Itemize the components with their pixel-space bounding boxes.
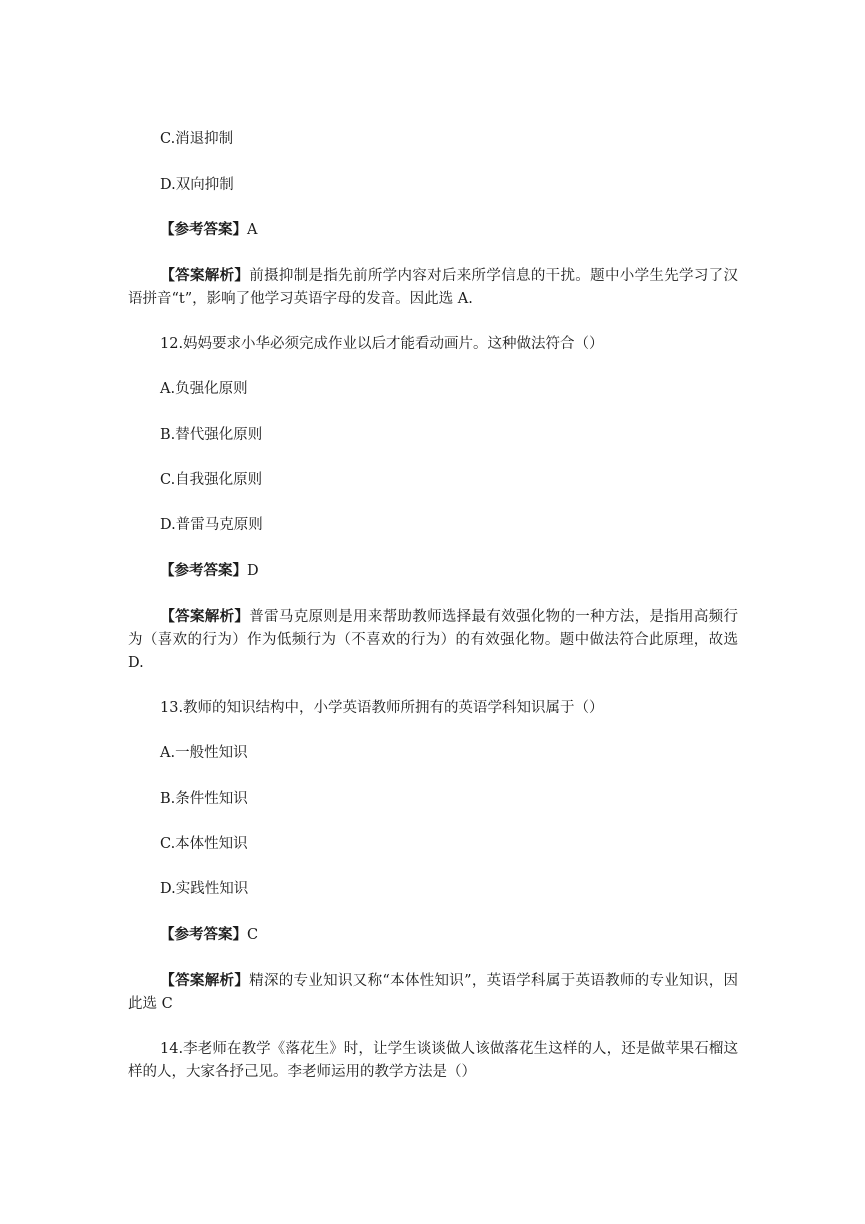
answer-analysis-label: 【答案解析】	[160, 267, 250, 284]
answer-analysis-q11	[128, 264, 738, 311]
reference-answer-label: 【参考答案】	[160, 562, 247, 579]
reference-answer-q11	[160, 219, 770, 241]
reference-answer-value: C	[247, 927, 259, 943]
option-d-q11: D.双向抑制	[160, 177, 234, 193]
option-c-q11: C.消退抑制	[160, 131, 234, 147]
option-c-q12: C.自我强化原则	[160, 472, 263, 488]
reference-answer-q13	[160, 924, 770, 946]
question-13: 13.教师的知识结构中，小学英语教师所拥有的英语学科知识属于（）	[160, 700, 604, 716]
reference-answer-label: 【参考答案】	[160, 926, 247, 943]
option-a-q12: A.负强化原则	[160, 381, 248, 397]
answer-analysis-text: 普雷马克原则是用来帮助教师选择最有效强化物的一种方法，是指用高频行为（喜欢的行为）作为低频行为（不喜欢的行为）的有效强化物。题中做法符合此原理，故选 D.	[128, 609, 739, 671]
reference-answer-value: A	[247, 222, 258, 238]
option-d-q12: D.普雷马克原则	[160, 517, 263, 533]
option-b-q13: B.条件性知识	[160, 791, 248, 807]
question-14	[128, 1038, 738, 1084]
option-b-q12: B.替代强化原则	[160, 427, 263, 443]
answer-analysis-text: 精深的专业知识又称“本体性知识”，英语学科属于英语教师的专业知识，因此选 C	[128, 973, 739, 1012]
question-12: 12.妈妈要求小华必须完成作业以后才能看动画片。这种做法符合（）	[160, 336, 604, 352]
answer-analysis-label: 【答案解析】	[160, 608, 250, 625]
answer-analysis-q13	[128, 969, 738, 1016]
option-a-q13: A.一般性知识	[160, 745, 248, 761]
answer-analysis-text: 前摄抑制是指先前所学内容对后来所学信息的干扰。题中小学生先学习了汉语拼音“t”，影响了他学习英语字母的发音。因此选 A.	[128, 268, 739, 307]
answer-analysis-q12	[128, 605, 738, 675]
question-14-text: 14.李老师在教学《落花生》时，让学生谈谈做人该做落花生这样的人，还是做苹果石榴这样的人，大家各抒己见。李老师运用的教学方法是（）	[128, 1041, 738, 1080]
answer-analysis-label: 【答案解析】	[160, 972, 250, 989]
reference-answer-q12	[160, 560, 770, 582]
reference-answer-value: D	[247, 563, 259, 579]
option-c-q13: C.本体性知识	[160, 836, 248, 852]
option-d-q13: D.实践性知识	[160, 881, 249, 897]
reference-answer-label: 【参考答案】	[160, 221, 247, 238]
